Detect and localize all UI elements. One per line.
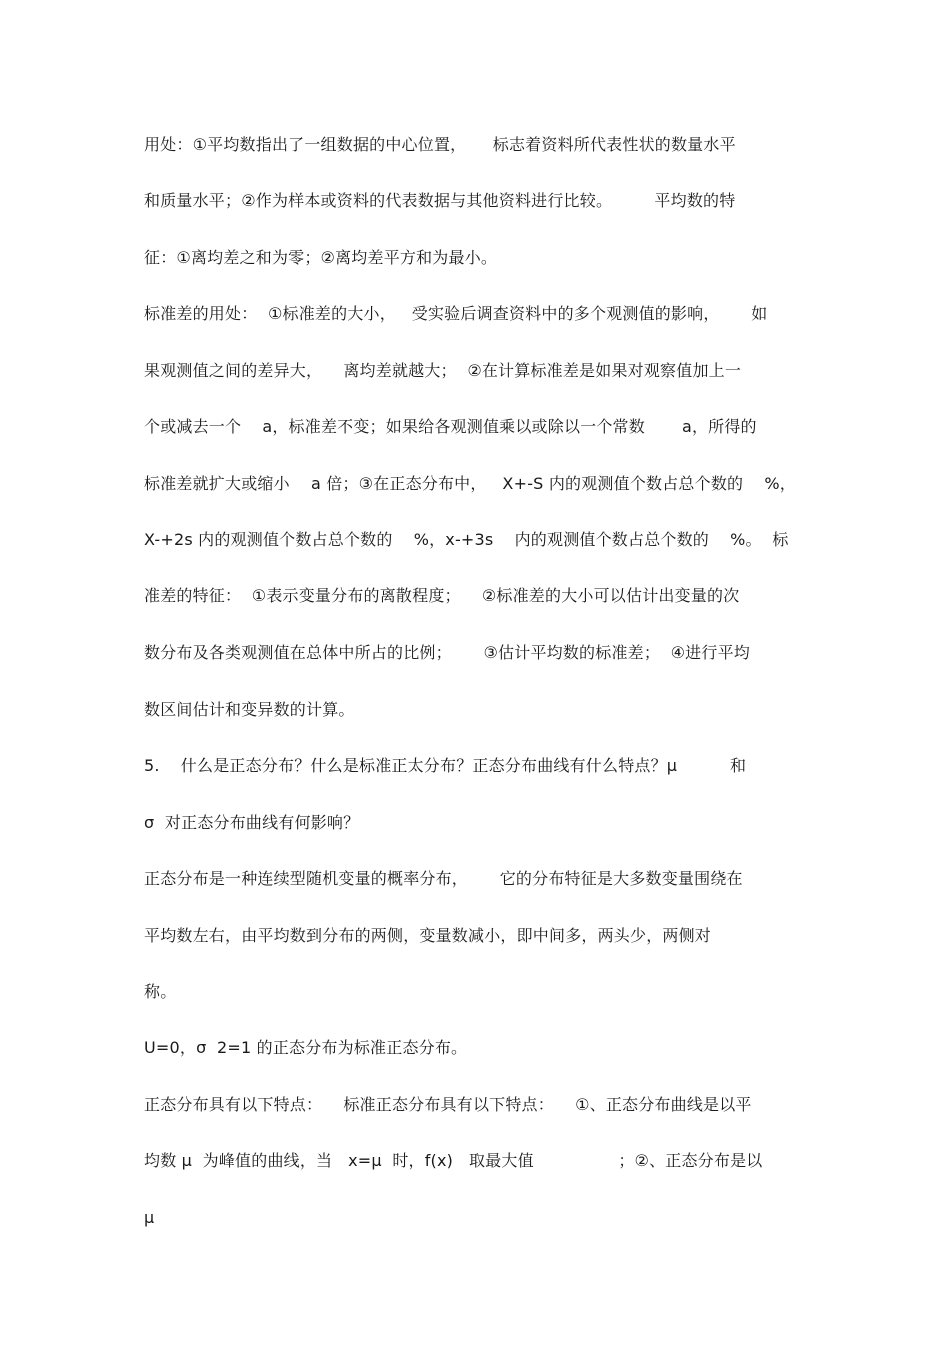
text-line: 果观测值之间的差异大， 离均差就越大； ②在计算标准差是如果对观察值加上一 xyxy=(144,361,742,380)
text-line: X-+2s 内的观测值个数占总个数的 %，x-+3s 内的观测值个数占总个数的 %。 标 xyxy=(144,530,789,549)
text-line: μ xyxy=(144,1208,155,1227)
text-line: 标准差的用处： ①标准差的大小， 受实验后调查资料中的多个观测值的影响， 如 xyxy=(144,304,768,323)
text-line: 用处：①平均数指出了一组数据的中心位置， 标志着资料所代表性状的数量水平 xyxy=(144,135,736,154)
text-line: 准差的特征： ①表示变量分布的离散程度； ②标准差的大小可以估计出变量的次 xyxy=(144,586,740,605)
text-line: 标准差就扩大或缩小 a 倍；③在正态分布中， X+-S 内的观测值个数占总个数的 %， xyxy=(144,474,796,493)
text-line: 数分布及各类观测值在总体中所占的比例； ③估计平均数的标准差； ④进行平均 xyxy=(144,643,750,662)
text-line: U=0，σ 2=1 的正态分布为标准正态分布。 xyxy=(144,1038,468,1057)
text-line: 和质量水平；②作为样本或资料的代表数据与其他资料进行比较。 平均数的特 xyxy=(144,191,736,210)
text-line: 正态分布具有以下特点： 标准正态分布具有以下特点： ①、正态分布曲线是以平 xyxy=(144,1095,752,1114)
text-line: 均数 μ 为峰值的曲线，当 x=μ 时，f(x) 取最大值 ；②、正态分布是以 xyxy=(144,1151,763,1170)
question-heading: σ 对正态分布曲线有何影响？ xyxy=(144,813,360,832)
text-line: 正态分布是一种连续型随机变量的概率分布， 它的分布特征是大多数变量围绕在 xyxy=(144,869,743,888)
text-line: 称。 xyxy=(144,982,177,1001)
text-line: 平均数左右，由平均数到分布的两侧，变量数减小，即中间多，两头少，两侧对 xyxy=(144,926,712,945)
text-line: 个或减去一个 a，标准差不变；如果给各观测值乘以或除以一个常数 a，所得的 xyxy=(144,417,757,436)
text-line: 征：①离均差之和为零；②离均差平方和为最小。 xyxy=(144,248,498,267)
question-heading: 5. 什么是正态分布？什么是标准正太分布？正态分布曲线有什么特点？μ 和 xyxy=(144,756,747,775)
text-line: 数区间估计和变异数的计算。 xyxy=(144,700,355,719)
